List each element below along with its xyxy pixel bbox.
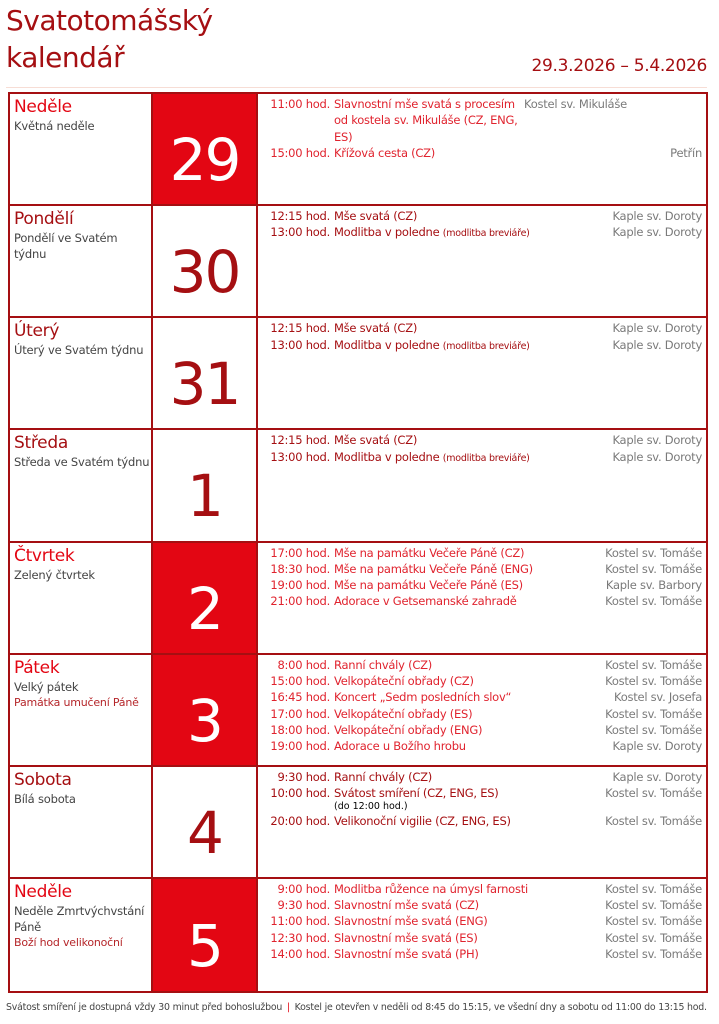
event-title: Slavnostní mše svatá (ES)	[334, 930, 478, 945]
footer-note	[6, 1002, 707, 1013]
event-title: Mše svatá (CZ)	[334, 321, 418, 336]
calendar-grid	[8, 92, 708, 993]
event-title: Adorace v Getsemanské zahradě	[334, 594, 517, 609]
event-title: Slavnostní mše svatá s procesím od kostela sv. Mikuláše (CZ, ENG, ES)	[334, 97, 518, 144]
event-item	[258, 337, 702, 355]
day-name-cell	[10, 206, 153, 318]
event-title: Modlitba v poledne	[334, 225, 440, 240]
event-time: 13:00 hod.	[270, 337, 330, 352]
event-location: Kaple sv. Doroty	[612, 321, 702, 336]
event-time: 9:30 hod.	[277, 769, 330, 784]
event-time: 10:00 hod.	[270, 786, 330, 801]
event-time: 13:00 hod.	[270, 225, 330, 240]
event-location: Kostel sv. Tomáše	[605, 657, 702, 672]
event-location: Kaple sv. Doroty	[612, 225, 702, 240]
event-location: Kostel sv. Tomáše	[605, 947, 702, 962]
event-title: Mše svatá (CZ)	[334, 433, 418, 448]
event-item	[258, 657, 702, 673]
event-item	[258, 593, 702, 609]
event-time: 20:00 hod.	[270, 814, 330, 829]
event-description	[334, 577, 606, 593]
event-time: 17:00 hod.	[270, 706, 330, 721]
event-item	[258, 769, 702, 785]
event-title: Velkopáteční obřady (CZ)	[334, 673, 474, 688]
event-item	[258, 545, 702, 561]
day-subtitle: Středa ve Svatém týdnu	[14, 455, 150, 470]
day-name: Neděle	[14, 97, 72, 117]
event-description	[334, 673, 605, 689]
day-name: Středa	[14, 433, 68, 454]
event-description	[334, 813, 605, 829]
event-description	[334, 320, 612, 336]
day-name-cell	[10, 655, 153, 767]
day-name: Neděle	[14, 881, 72, 902]
event-title: Ranní chvály (CZ)	[334, 657, 432, 672]
event-location: Kostel sv. Tomáše	[605, 898, 702, 913]
event-item	[258, 224, 702, 242]
event-description	[334, 946, 605, 962]
event-location: Kostel sv. Tomáše	[605, 594, 702, 609]
event-time: 12:30 hod.	[270, 930, 330, 945]
day-name-cell	[10, 543, 153, 655]
day-name: Pátek	[14, 657, 60, 678]
event-title: Velkopáteční obřady (ES)	[334, 706, 473, 721]
event-description	[334, 785, 605, 801]
event-item	[258, 145, 702, 161]
day-number: 30	[153, 206, 258, 318]
day-row	[10, 879, 706, 991]
event-time: 17:00 hod.	[270, 545, 330, 560]
event-time: 18:30 hod.	[270, 561, 330, 576]
event-description	[334, 96, 524, 145]
event-item	[258, 813, 702, 829]
event-location: Kaple sv. Doroty	[612, 337, 702, 352]
events-cell	[258, 655, 706, 767]
event-location: Kaple sv. Doroty	[612, 769, 702, 784]
events-cell	[258, 767, 706, 879]
day-row	[10, 655, 706, 767]
day-feast: Památka umučení Páně	[14, 695, 139, 709]
event-time: 19:00 hod.	[270, 578, 330, 593]
day-feast: Boží hod velikonoční	[14, 935, 123, 949]
day-subtitle: Bílá sobota	[14, 791, 76, 806]
day-row	[10, 543, 706, 655]
event-title: Mše na památku Večeře Páně (ENG)	[334, 561, 533, 576]
event-description	[334, 449, 612, 467]
event-description	[334, 432, 612, 448]
event-location: Kostel sv. Tomáše	[605, 706, 702, 721]
event-item	[258, 689, 702, 705]
event-time: 19:00 hod.	[270, 739, 330, 754]
event-location: Petřín	[670, 145, 702, 160]
day-name-cell	[10, 879, 153, 991]
event-description	[334, 561, 605, 577]
event-item	[258, 673, 702, 689]
event-item	[258, 913, 702, 929]
event-time: 8:00 hod.	[277, 657, 330, 672]
title-line-2: kalendář	[6, 41, 125, 74]
footer-separator: |	[286, 1002, 290, 1013]
day-subtitle: Velký pátek	[14, 679, 79, 694]
day-subtitle: Neděle Zmrtvýchvstání Páně	[14, 903, 145, 934]
day-name: Úterý	[14, 321, 60, 342]
event-location: Kaple sv. Barbory	[605, 578, 702, 593]
event-item	[258, 706, 702, 722]
day-name: Čtvrtek	[14, 545, 75, 566]
event-location: Kostel sv. Mikuláše	[524, 97, 627, 111]
event-description	[334, 545, 605, 561]
day-number: 1	[153, 430, 258, 542]
event-item	[258, 722, 702, 738]
day-subtitle: Zelený čtvrtek	[14, 567, 95, 582]
event-time: 9:30 hod.	[277, 898, 330, 913]
event-time: 18:00 hod.	[270, 722, 330, 737]
events-cell	[258, 206, 706, 318]
day-row	[10, 94, 706, 206]
day-number: 2	[153, 543, 258, 655]
event-item	[258, 577, 702, 593]
event-location: Kaple sv. Doroty	[612, 739, 702, 754]
event-time: 12:15 hod.	[270, 209, 330, 224]
events-cell	[258, 543, 706, 655]
event-location: Kostel sv. Tomáše	[605, 786, 702, 801]
event-title: Slavnostní mše svatá (CZ)	[334, 898, 479, 913]
event-description	[334, 593, 605, 609]
event-location: Kostel sv. Josefa	[614, 690, 702, 705]
event-description	[334, 769, 612, 785]
day-number: 3	[153, 655, 258, 767]
events-cell	[258, 318, 706, 430]
event-title: Velikonoční vigilie (CZ, ENG, ES)	[334, 814, 511, 829]
day-name-cell	[10, 767, 153, 879]
event-location: Kostel sv. Tomáše	[605, 545, 702, 560]
event-location: Kaple sv. Doroty	[612, 449, 702, 464]
event-item	[258, 881, 702, 897]
title-line-1: Svatotomášský	[6, 4, 213, 37]
event-title: Modlitba růžence na úmysl farnosti	[334, 881, 528, 896]
day-name: Pondělí	[14, 209, 74, 230]
event-time: 15:00 hod.	[270, 673, 330, 688]
event-note: (modlitba breviáře)	[442, 340, 530, 352]
event-description	[334, 722, 605, 738]
event-description	[334, 706, 605, 722]
event-title: Mše na památku Večeře Páně (ES)	[334, 578, 523, 593]
day-name: Sobota	[14, 769, 72, 790]
events-cell	[258, 430, 706, 542]
day-number: 29	[153, 94, 258, 206]
day-row	[10, 430, 706, 542]
event-time: 15:00 hod.	[270, 145, 330, 160]
calendar-title	[6, 2, 213, 76]
date-range: 29.3.2026 – 5.4.2026	[531, 56, 707, 76]
event-location: Kostel sv. Tomáše	[605, 881, 702, 896]
event-subnote: (do 12:00 hod.)	[334, 801, 408, 813]
event-description	[334, 689, 614, 705]
event-title: Modlitba v poledne	[334, 449, 440, 464]
event-time: 21:00 hod.	[270, 594, 330, 609]
event-location: Kaple sv. Doroty	[612, 209, 702, 224]
event-time: 9:00 hod.	[277, 881, 330, 896]
event-title: Mše na památku Večeře Páně (CZ)	[334, 545, 525, 560]
event-item	[258, 946, 702, 962]
event-item	[258, 561, 702, 577]
day-subtitle: Pondělí ve Svatém týdnu	[14, 231, 118, 262]
event-location: Kaple sv. Doroty	[612, 433, 702, 448]
event-item	[258, 930, 702, 946]
event-title: Svátost smíření (CZ, ENG, ES)	[334, 786, 499, 801]
event-title: Velkopáteční obřady (ENG)	[334, 722, 483, 737]
event-time: 12:15 hod.	[270, 433, 330, 448]
event-note: (modlitba breviáře)	[442, 452, 530, 464]
event-description	[334, 881, 605, 897]
event-title: Ranní chvály (CZ)	[334, 769, 432, 784]
event-item	[258, 897, 702, 913]
events-cell	[258, 94, 706, 206]
event-description	[334, 145, 670, 161]
event-item	[258, 320, 702, 336]
event-item	[258, 785, 702, 801]
event-description	[334, 657, 605, 673]
event-note: (modlitba breviáře)	[442, 228, 530, 240]
header-divider	[6, 87, 707, 88]
event-description	[334, 337, 612, 355]
day-name-cell	[10, 430, 153, 542]
day-row	[10, 206, 706, 318]
day-number: 4	[153, 767, 258, 879]
event-title: Modlitba v poledne	[334, 337, 440, 352]
event-item	[258, 432, 702, 448]
event-item	[258, 96, 702, 145]
event-time: 16:45 hod.	[270, 690, 330, 705]
event-description	[334, 930, 605, 946]
day-number: 5	[153, 879, 258, 991]
day-row	[10, 318, 706, 430]
event-location: Kostel sv. Tomáše	[605, 914, 702, 929]
event-location: Kostel sv. Tomáše	[605, 814, 702, 829]
footer-confession-note: Svátost smíření je dostupná vždy 30 minut před bohoslužbou	[6, 1002, 283, 1013]
day-row	[10, 767, 706, 879]
event-time: 12:15 hod.	[270, 321, 330, 336]
event-time: 11:00 hod.	[270, 914, 330, 929]
event-title: Adorace u Božího hrobu	[334, 739, 466, 754]
event-location: Kostel sv. Tomáše	[605, 930, 702, 945]
event-time: 11:00 hod.	[270, 97, 330, 111]
day-name-cell	[10, 94, 153, 206]
event-description	[334, 913, 605, 929]
event-item	[258, 738, 702, 754]
event-location: Kostel sv. Tomáše	[605, 673, 702, 688]
event-item	[258, 208, 702, 224]
event-title: Mše svatá (CZ)	[334, 209, 418, 224]
event-item	[258, 449, 702, 467]
event-title: Koncert „Sedm posledních slov“	[334, 690, 512, 705]
day-number: 31	[153, 318, 258, 430]
event-time: 14:00 hod.	[270, 947, 330, 962]
event-title: Křížová cesta (CZ)	[334, 145, 436, 160]
event-description	[334, 738, 612, 754]
event-description	[334, 897, 605, 913]
footer-opening-hours: Kostel je otevřen v neděli od 8:45 do 15:15, ve všední dny a sobotu od 11:00 do 13:15 hod.	[294, 1002, 707, 1013]
event-time: 13:00 hod.	[270, 449, 330, 464]
event-location: Kostel sv. Tomáše	[605, 722, 702, 737]
event-title: Slavnostní mše svatá (PH)	[334, 947, 479, 962]
event-description	[334, 224, 612, 242]
day-name-cell	[10, 318, 153, 430]
event-title: Slavnostní mše svatá (ENG)	[334, 914, 488, 929]
day-subtitle: Úterý ve Svatém týdnu	[14, 343, 144, 358]
events-cell	[258, 879, 706, 991]
event-location: Kostel sv. Tomáše	[605, 561, 702, 576]
event-description	[334, 208, 612, 224]
day-subtitle: Květná neděle	[14, 119, 95, 133]
